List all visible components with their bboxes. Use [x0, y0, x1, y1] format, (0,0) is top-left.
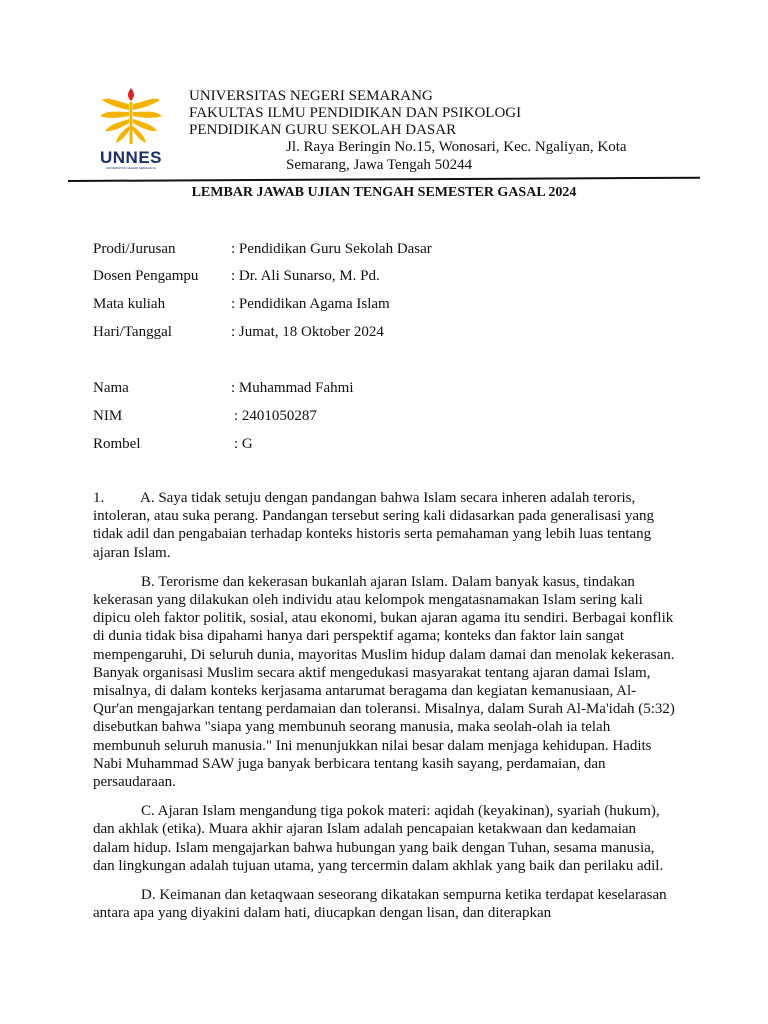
answer-c-text: C. Ajaran Islam mengandung tiga pokok materi: aqidah (keyakinan), syariah (hukum), dan akhlak (etika). Muara akhir ajaran Islam adalah pencapaian ketakwaan dan kedamaian dalam hidup. Islam mengajarkan bahwa hubungan yang baik dengan Tuhan, sesama manusia, dan lingkungan adalah tujuan utama, yang tercermin dalam akhlak yang baik dan perilaku adil. [93, 803, 664, 874]
question-number: 1. [93, 490, 105, 506]
info-label-nim: NIM [93, 408, 123, 424]
info-value-nama: : Muhammad Fahmi [231, 380, 354, 396]
department-name: PENDIDIKAN GURU SEKOLAH DASAR [189, 122, 457, 138]
document-title: LEMBAR JAWAB UJIAN TENGAH SEMESTER GASAL 2024 [191, 185, 577, 200]
answer-paragraph-d [93, 886, 675, 922]
info-label-prodi: Prodi/Jurusan [93, 241, 176, 257]
answer-paragraph-b [93, 573, 675, 791]
info-value-rombel: : G [234, 436, 253, 452]
faculty-name: FAKULTAS ILMU PENDIDIKAN DAN PSIKOLOGI [189, 105, 522, 121]
university-name: UNIVERSITAS NEGERI SEMARANG [189, 88, 433, 104]
answer-d-text: D. Keimanan dan ketaqwaan seseorang dikatakan sempurna ketika terdapat keselarasan antara apa yang diyakini dalam hati, diucapkan dengan lisan, dan diterapkan [93, 887, 667, 922]
header-divider [68, 177, 700, 182]
address-line-1: Jl. Raya Beringin No.15, Wonosari, Kec. Ngaliyan, Kota [286, 139, 627, 155]
answer-body [93, 489, 675, 933]
info-label-rombel: Rombel [93, 436, 141, 452]
answer-a-text: A. Saya tidak setuju dengan pandangan bahwa Islam secara inheren adalah teroris, intoleran, atau suka perang. Pandangan tersebut sering kali didasarkan pada generalisasi yang tidak adil dan pengabaian terhadap konteks historis serta pemahaman yang lebih luas tentang ajaran Islam. [93, 490, 655, 561]
logo-subtext: UNIVERSITAS NEGERI SEMARANG [105, 166, 157, 170]
answer-paragraph-c [93, 802, 675, 875]
info-label-dosen: Dosen Pengampu [93, 268, 199, 284]
info-label-nama: Nama [93, 380, 129, 396]
address-line-2: Semarang, Jawa Tengah 50244 [286, 157, 473, 173]
info-value-matkul: : Pendidikan Agama Islam [231, 296, 390, 312]
info-value-nim: : 2401050287 [234, 408, 317, 424]
unnes-emblem-icon [96, 86, 166, 148]
info-label-tanggal: Hari/Tanggal [93, 324, 172, 340]
unnes-logo [96, 86, 166, 172]
logo-wordmark: UNNES [99, 148, 162, 167]
info-value-prodi: : Pendidikan Guru Sekolah Dasar [231, 241, 432, 257]
info-label-matkul: Mata kuliah [93, 296, 166, 312]
answer-b-text: B. Terorisme dan kekerasan bukanlah ajaran Islam. Dalam banyak kasus, tindakan kekerasan yang dilakukan oleh individu atau kelompok mengatasnamakan Islam sering kali dipicu oleh faktor politik, sosial, atau ekonomi, bukan ajaran agama itu sendiri. Berbagai konflik di dunia tidak bisa dipahami hanya dari perspektif agama; konteks dan faktor lain sangat mempengaruhi, Di seluruh dunia, mayoritas Muslim hidup dalam damai dan menolak kekerasan. Banyak organisasi Muslim secara aktif mengedukasi masyarakat tentang ajaran damai Islam, misalnya, di dalam konteks kerjasama antarumat beragama dan kegiatan kemanusiaan, Al-Qur'an mengajarkan tentang perdamaian dan toleransi. Misalnya, dalam Surah Al-Ma'idah (5:32) disebutkan bahwa "siapa yang membunuh seorang manusia, maka seolah-olah ia telah membunuh seluruh manusia." Ini menunjukkan nilai besar dalam menjaga kehidupan. Hadits Nabi Muhammad SAW juga banyak berbicara tentang kasih sayang, perdamaian, dan persaudaraan. [93, 573, 675, 791]
answer-paragraph-a [93, 489, 675, 562]
info-value-dosen: : Dr. Ali Sunarso, M. Pd. [231, 268, 380, 284]
info-value-tanggal: : Jumat, 18 Oktober 2024 [231, 324, 384, 340]
